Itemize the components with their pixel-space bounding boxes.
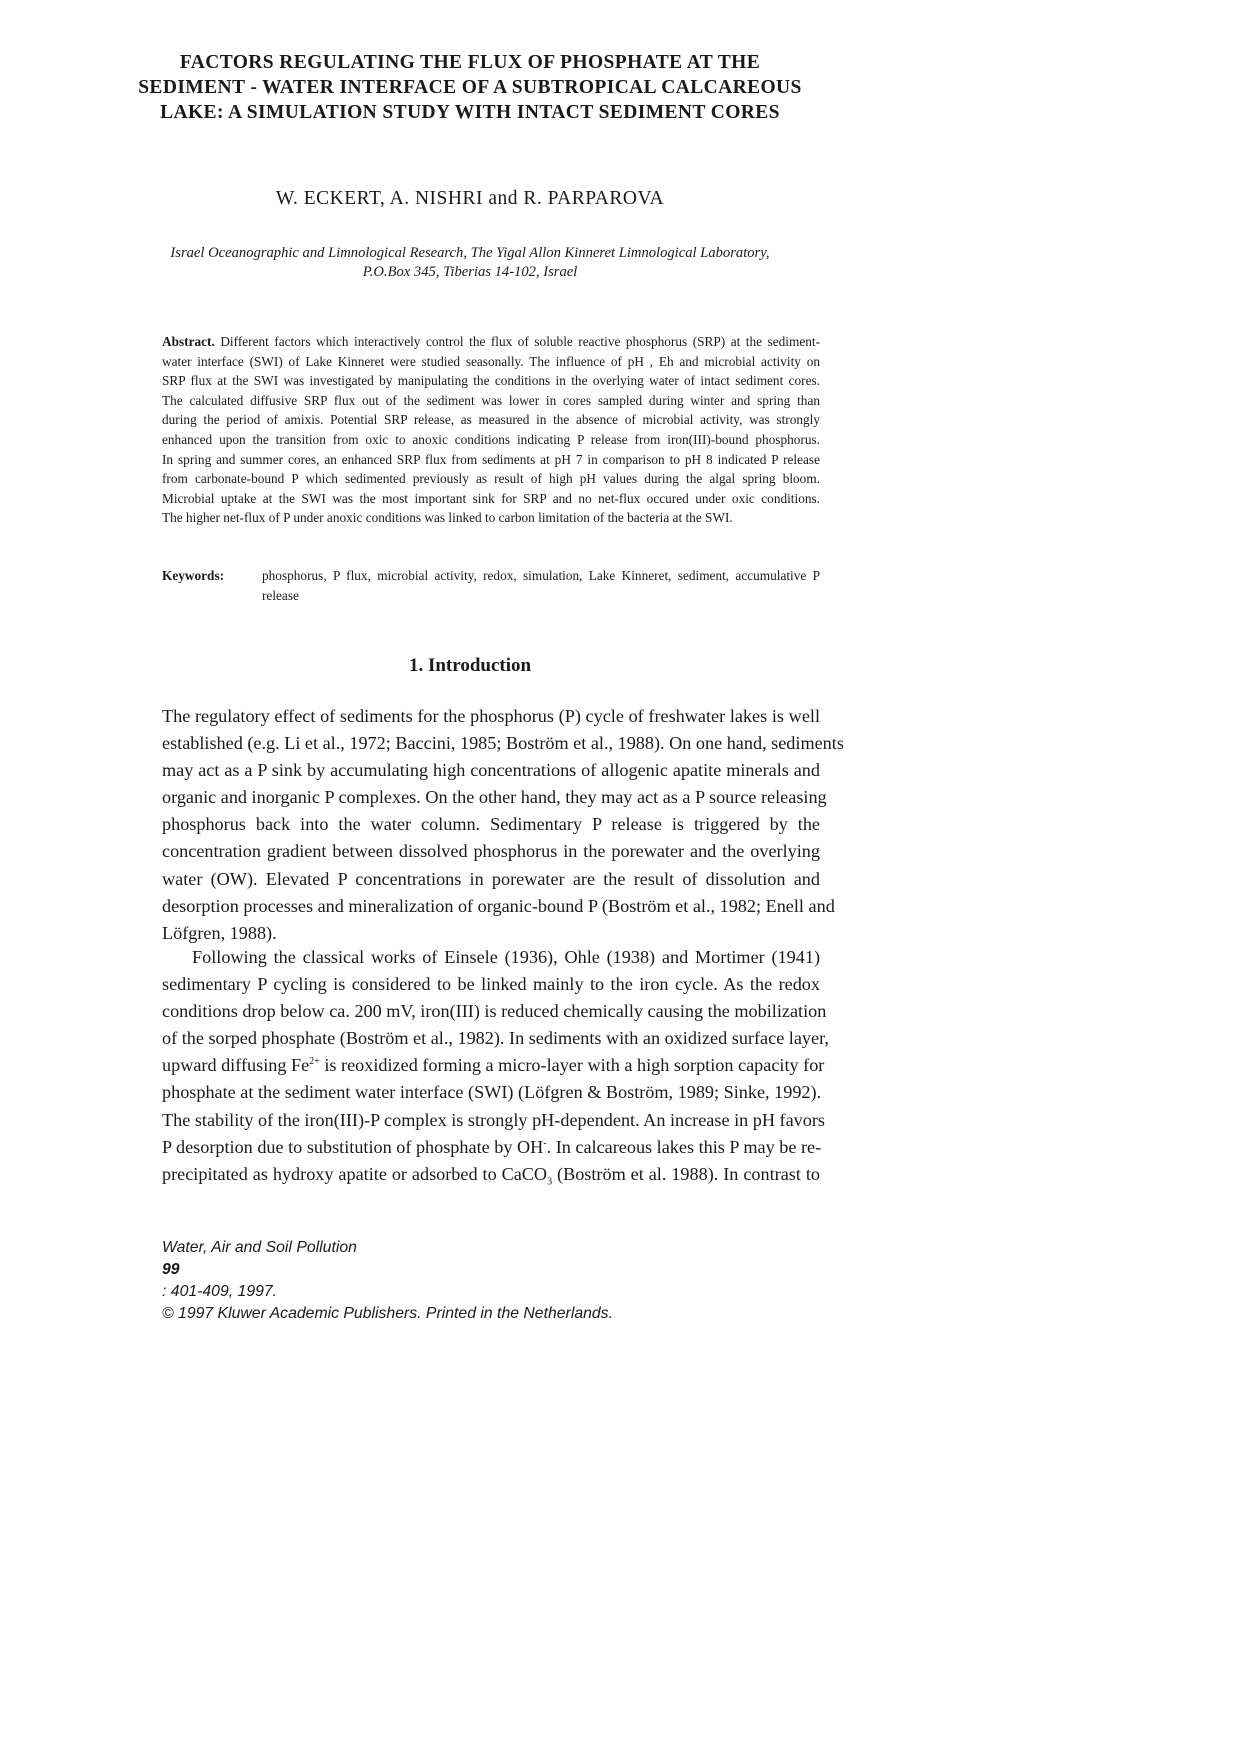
p2-line-3: conditions drop below ca. 200 mV, iron(III) is reduced chemically causing the mobilization	[162, 1001, 827, 1022]
abstract	[162, 332, 820, 528]
keywords-label: Keywords:	[162, 568, 225, 583]
footer-volume: 99	[162, 1261, 180, 1278]
p2-line-5	[162, 1052, 825, 1079]
p1-line-2: established (e.g. Li et al., 1972; Baccini, 1985; Boström et al., 1988). On one hand, sediments	[162, 733, 844, 754]
abstract-line-8: from carbonate-bound P which sedimented previously as result of high pH values during the algal spring bloom.	[162, 471, 820, 487]
title-line-3: LAKE: A SIMULATION STUDY WITH INTACT SEDIMENT CORES	[160, 102, 780, 123]
title-line-1: FACTORS REGULATING THE FLUX OF PHOSPHATE AT THE	[179, 52, 761, 73]
p2-line-8-b: . In calcareous lakes this P may be re-	[546, 1136, 822, 1157]
affiliation-line-2: P.O.Box 345, Tiberias 14-102, Israel	[362, 264, 578, 280]
title-line-2: SEDIMENT - WATER INTERFACE OF A SUBTROPICAL CALCAREOUS	[138, 77, 802, 98]
footer-citation	[162, 1237, 613, 1325]
p2-line-9	[162, 1161, 820, 1188]
abstract-line-3: SRP flux at the SWI was investigated by manipulating the conditions in the overlying water of intact sediment cores.	[162, 373, 820, 389]
p2-line-7: The stability of the iron(III)-P complex is strongly pH-dependent. An increase in pH favors	[162, 1109, 825, 1130]
p2-line-8	[162, 1134, 820, 1161]
p2-line-1: Following the classical works of Einsele (1936), Ohle (1938) and Mortimer (1941)	[192, 947, 820, 967]
keywords-text: phosphorus, P flux, microbial activity, redox, simulation, Lake Kinneret, sediment, accumulative P release	[262, 568, 820, 603]
abstract-line-7: In spring and summer cores, an enhanced SRP flux from sediments at pH 7 in comparison to pH 8 indicated P release	[162, 451, 820, 467]
p1-line-1: The regulatory effect of sediments for the phosphorus (P) cycle of freshwater lakes is well	[162, 706, 820, 726]
footer-journal-line	[162, 1237, 613, 1303]
footer-copyright: © 1997 Kluwer Academic Publishers. Printed in the Netherlands.	[162, 1305, 613, 1322]
p1-line-9: Löfgren, 1988).	[162, 922, 277, 943]
footer-pages: : 401-409, 1997.	[162, 1283, 278, 1300]
abstract-label: Abstract.	[162, 334, 215, 349]
abstract-line-2: water interface (SWI) of Lake Kinneret were studied seasonally. The influence of pH , Eh and microbial activity on	[162, 353, 820, 369]
p2-line-5-b: is reoxidized forming a micro-layer with a high sorption capacity for	[319, 1055, 825, 1076]
paragraph-1	[162, 703, 844, 947]
p2-line-9-b: (Boström et al. 1988). In contrast to	[552, 1163, 820, 1184]
footer-journal: Water, Air and Soil Pollution	[162, 1239, 357, 1256]
abstract-line-5: during the period of amixis. Potential SRP release, as measured in the absence of microbial activity, was strongly	[162, 412, 820, 428]
p1-line-3: may act as a P sink by accumulating high concentrations of allogenic apatite minerals and	[162, 760, 820, 781]
p1-line-7: water (OW). Elevated P concentrations in porewater are the result of dissolution and	[162, 868, 820, 889]
authors: W. ECKERT, A. NISHRI and R. PARPAROVA	[275, 188, 665, 209]
caco3-subscript: 3	[547, 1176, 553, 1188]
p2-line-9-a: precipitated as hydroxy apatite or adsorbed to CaCO	[162, 1163, 548, 1184]
affiliation-line-1: Israel Oceanographic and Limnological Research, The Yigal Allon Kinneret Limnological Laboratory,	[170, 245, 770, 261]
p2-line-2: sedimentary P cycling is considered to be linked mainly to the iron cycle. As the redox	[162, 974, 820, 995]
p2-line-4: of the sorped phosphate (Boström et al., 1982). In sediments with an oxidized surface layer,	[162, 1028, 829, 1049]
abstract-line-1	[162, 332, 820, 352]
p2-line-6: phosphate at the sediment water interface (SWI) (Löfgren & Boström, 1989; Sinke, 1992).	[162, 1082, 822, 1103]
paragraph-2	[162, 944, 829, 1188]
affiliation	[90, 244, 850, 282]
fe-superscript: 2+	[309, 1056, 320, 1068]
abstract-text-1: Different factors which interactively control the flux of soluble reactive phosphorus (SRP) at the sediment-	[220, 334, 820, 349]
p1-line-5: phosphorus back into the water column. Sedimentary P release is triggered by the	[162, 814, 820, 835]
p1-line-8: desorption processes and mineralization of organic-bound P (Boström et al., 1982; Enell and	[162, 895, 835, 916]
paper-title	[90, 50, 850, 125]
abstract-line-10: The higher net-flux of P under anoxic conditions was linked to carbon limitation of the bacteria at the SWI.	[162, 510, 733, 526]
oh-superscript: -	[543, 1137, 547, 1149]
p1-line-6: concentration gradient between dissolved phosphorus in the porewater and the overlying	[162, 841, 820, 862]
abstract-line-4: The calculated diffusive SRP flux out of the sediment was lower in cores sampled during winter and spring than	[162, 392, 820, 408]
section-heading: 1. Introduction	[408, 655, 532, 676]
abstract-line-9: Microbial uptake at the SWI was the most important sink for SRP and no net-flux occured under oxic conditions.	[162, 490, 820, 506]
p1-line-4: organic and inorganic P complexes. On the other hand, they may act as a P source releasing	[162, 787, 827, 808]
abstract-line-6: enhanced upon the transition from oxic to anoxic conditions indicating P release from iron(III)-bound phosphorus.	[162, 431, 820, 447]
p2-line-5-a: upward diffusing Fe	[162, 1055, 310, 1076]
p2-line-8-a: P desorption due to substitution of phosphate by OH	[162, 1136, 544, 1157]
keywords	[162, 566, 820, 605]
